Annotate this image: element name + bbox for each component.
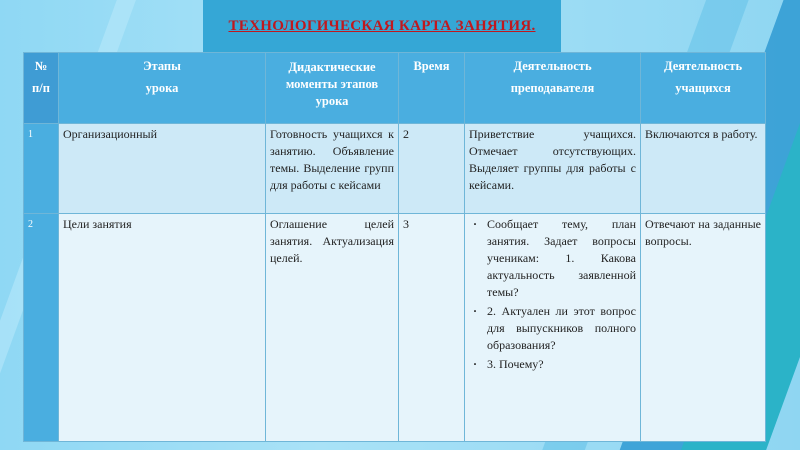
- header-didactic: Дидактические моменты этапов урока: [266, 53, 399, 124]
- row-stage: Организационный: [59, 124, 266, 214]
- row-time: 3: [399, 214, 465, 442]
- table-row: [24, 124, 766, 214]
- row-stage: Цели занятия: [59, 214, 266, 442]
- row-teacher-activity: Приветствие учащихся. Отмечает отсутствующих. Выделяет группы для работы с кейсами.: [465, 124, 641, 214]
- lesson-map-table: [23, 52, 766, 442]
- row-teacher-activity: [465, 214, 641, 442]
- header-stages: Этапы урока: [59, 53, 266, 124]
- header-time: Время: [399, 53, 465, 124]
- header-student-activity: Деятельность учащихся: [641, 53, 766, 124]
- table-row: [24, 214, 766, 442]
- row-number: 1: [24, 124, 59, 214]
- row-didactic: Оглашение целей занятия. Актуализация целей.: [266, 214, 399, 442]
- slide-title: ТЕХНОЛОГИЧЕСКАЯ КАРТА ЗАНЯТИЯ.: [228, 17, 536, 34]
- list-item: · 3. Почему?: [487, 356, 636, 373]
- header-number: № п/п: [24, 53, 59, 124]
- table-header-row: [24, 53, 766, 124]
- header-teacher-activity: Деятельность преподавателя: [465, 53, 641, 124]
- slide-title-box: [203, 0, 561, 52]
- row-student-activity: Отвечают на заданные вопросы.: [641, 214, 766, 442]
- row-student-activity: Включаются в работу.: [641, 124, 766, 214]
- teacher-activity-list: [469, 216, 636, 373]
- row-time: 2: [399, 124, 465, 214]
- list-item: · Сообщает тему, план занятия. Задает вопросы ученикам: 1. Какова актуальность заявленной темы?: [487, 216, 636, 301]
- row-number: 2: [24, 214, 59, 442]
- list-item: · 2. Актуален ли этот вопрос для выпускников полного образования?: [487, 303, 636, 354]
- row-didactic: Готовность учащихся к занятию. Объявление темы. Выделение групп для работы с кейсами: [266, 124, 399, 214]
